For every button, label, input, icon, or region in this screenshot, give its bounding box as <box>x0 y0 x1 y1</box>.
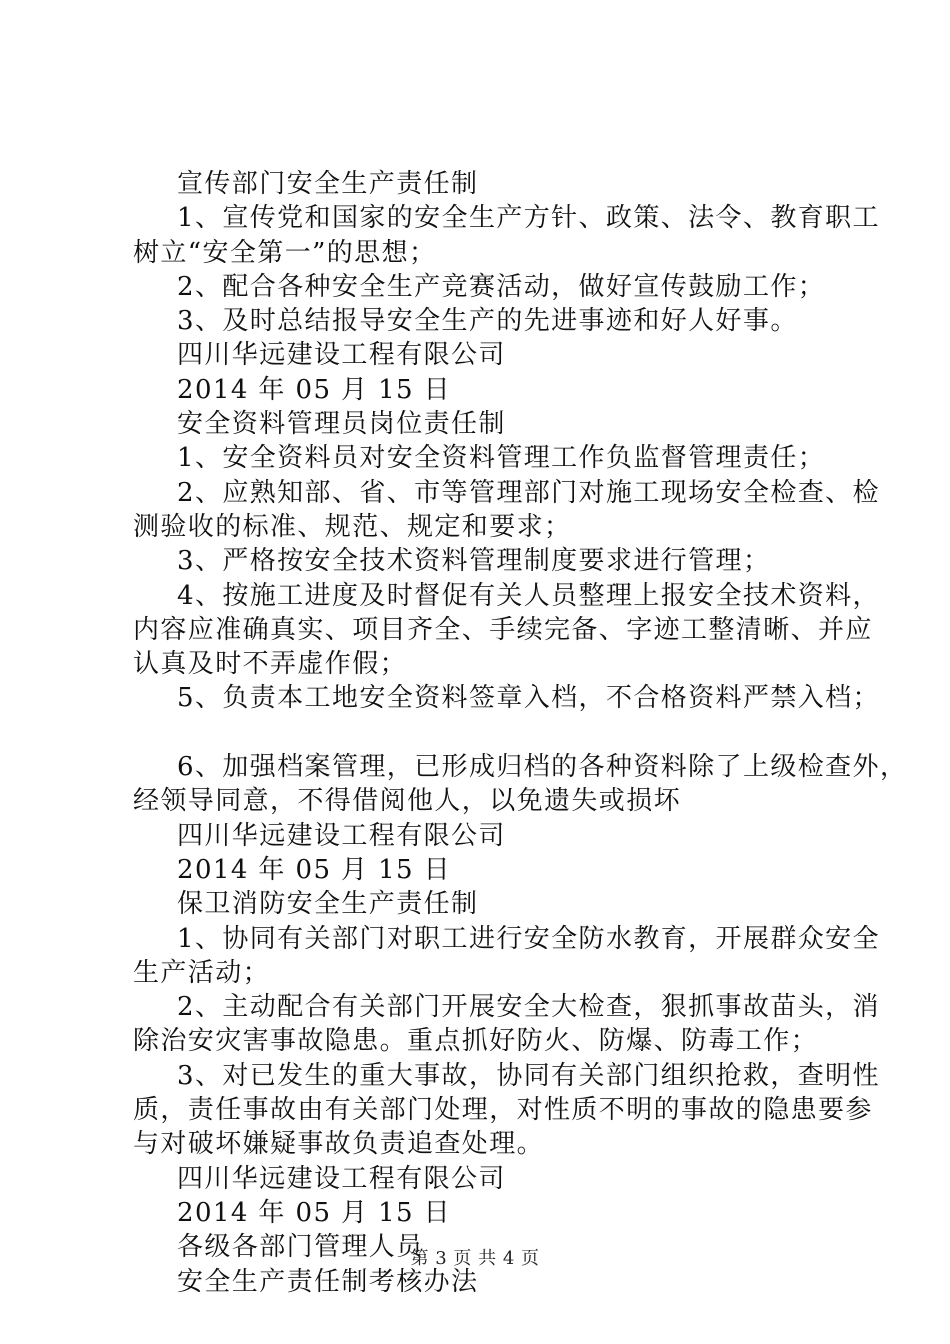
text-line: 四川华远建设工程有限公司 <box>177 1163 506 1194</box>
text-line: 1、宣传党和国家的安全生产方针、政策、法令、教育职工 <box>177 203 880 234</box>
text-line: 四川华远建设工程有限公司 <box>177 820 506 851</box>
text-line: 各级各部门管理人员 <box>177 1232 424 1263</box>
text-line: 安全资料管理员岗位责任制 <box>177 409 506 440</box>
text-line: 2014 年 05 月 15 日 <box>177 854 452 885</box>
text-line: 2、主动配合有关部门开展安全大检查，狠抓事故苗头，消 <box>177 992 880 1023</box>
text-line: 3、及时总结报导安全生产的先进事迹和好人好事。 <box>177 306 798 337</box>
page-footer: 第 3 页 共 4 页 <box>410 1248 540 1269</box>
text-line: 四川华远建设工程有限公司 <box>177 340 506 371</box>
text-line: 树立“安全第一”的思想； <box>133 237 437 268</box>
text-line: 4、按施工进度及时督促有关人员整理上报安全技术资料， <box>177 580 880 611</box>
text-line: 3、对已发生的重大事故，协同有关部门组织抢救，查明性 <box>177 1060 880 1091</box>
blank-line <box>0 716 950 750</box>
text-line: 测验收的标准、规范、规定和要求； <box>133 511 572 542</box>
text-line: 1、协同有关部门对职工进行安全防水教育，开展群众安全 <box>177 923 880 954</box>
text-line: 质，责任事故由有关部门处理，对性质不明的事故的隐患要参 <box>133 1095 873 1126</box>
text-line: 生产活动； <box>133 957 271 988</box>
text-line: 宣传部门安全生产责任制 <box>177 169 479 199</box>
text-line: 2014 年 05 月 15 日 <box>177 1197 452 1228</box>
text-line: 5、负责本工地安全资料签章入档，不合格资料严禁入档； <box>177 683 880 714</box>
text-line: 2014 年 05 月 15 日 <box>177 374 452 405</box>
text-line: 与对破坏嫌疑事故负责追查处理。 <box>133 1129 545 1160</box>
text-line: 除治安灾害事故隐患。重点抓好防火、防爆、防毒工作； <box>133 1026 819 1057</box>
text-line: 1、安全资料员对安全资料管理工作负监督管理责任； <box>177 443 826 474</box>
text-line: 内容应准确真实、项目齐全、手续完备、字迹工整清晰、并应 <box>133 614 873 645</box>
text-line: 2、配合各种安全生产竞赛活动，做好宣传鼓励工作； <box>177 271 826 302</box>
text-line: 6、加强档案管理，已形成归档的各种资料除了上级检查外， <box>177 752 908 783</box>
text-line: 保卫消防安全生产责任制 <box>177 889 479 920</box>
text-line: 2、应熟知部、省、市等管理部门对施工现场安全检查、检 <box>177 477 880 508</box>
text-line: 3、严格按安全技术资料管理制度要求进行管理； <box>177 546 771 577</box>
document-body <box>0 167 950 1299</box>
text-line: 认真及时不弄虚作假； <box>133 649 408 680</box>
text-line: 安全生产责任制考核办法 <box>177 1266 479 1297</box>
text-line: 经领导同意，不得借阅他人，以免遗失或损坏 <box>133 786 682 817</box>
